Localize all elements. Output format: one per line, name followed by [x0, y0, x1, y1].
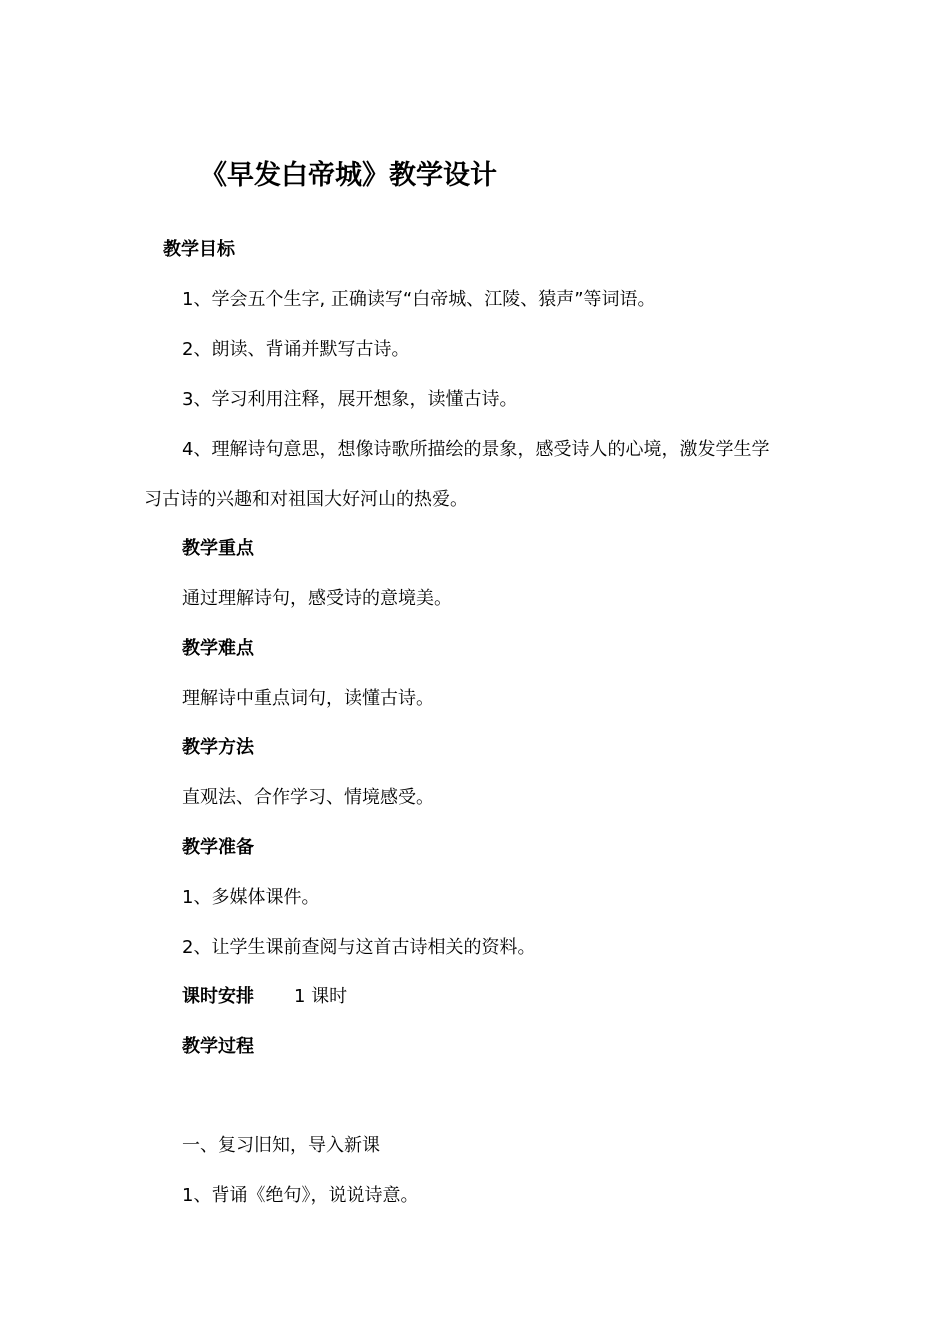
- difficulties-text: 理解诗中重点词句，读懂古诗。: [182, 688, 434, 709]
- methods-heading: 教学方法: [182, 737, 254, 758]
- preparation-item-1: 1、多媒体课件。: [182, 887, 320, 908]
- objective-item-1: 1、学会五个生字, 正确读写“白帝城、江陵、猿声”等词语。: [182, 289, 656, 310]
- objective-item-2: 2、朗读、背诵并默写古诗。: [182, 339, 410, 360]
- schedule-heading: 课时安排: [182, 986, 254, 1007]
- objective-item-4: 4、理解诗句意思，想像诗歌所描绘的景象，感受诗人的心境，激发学生学: [182, 439, 770, 460]
- objective-item-4-continued: 习古诗的兴趣和对祖国大好河山的热爱。: [144, 489, 468, 510]
- objectives-heading: 教学目标: [163, 239, 235, 260]
- process-section-1: 一、复习旧知，导入新课: [182, 1135, 380, 1156]
- objective-item-3: 3、学习利用注释，展开想象，读懂古诗。: [182, 389, 518, 410]
- methods-text: 直观法、合作学习、情境感受。: [182, 787, 434, 808]
- schedule-value: 1 课时: [294, 986, 348, 1007]
- document-title: 《早发白帝城》教学设计: [200, 160, 497, 191]
- preparation-heading: 教学准备: [182, 837, 254, 858]
- key-points-heading: 教学重点: [182, 538, 254, 559]
- difficulties-heading: 教学难点: [182, 638, 254, 659]
- preparation-item-2: 2、让学生课前查阅与这首古诗相关的资料。: [182, 937, 536, 958]
- process-item-1: 1、背诵《绝句》，说说诗意。: [182, 1185, 419, 1206]
- key-points-text: 通过理解诗句，感受诗的意境美。: [182, 588, 452, 609]
- process-heading: 教学过程: [182, 1036, 254, 1057]
- schedule-row: [182, 985, 347, 1009]
